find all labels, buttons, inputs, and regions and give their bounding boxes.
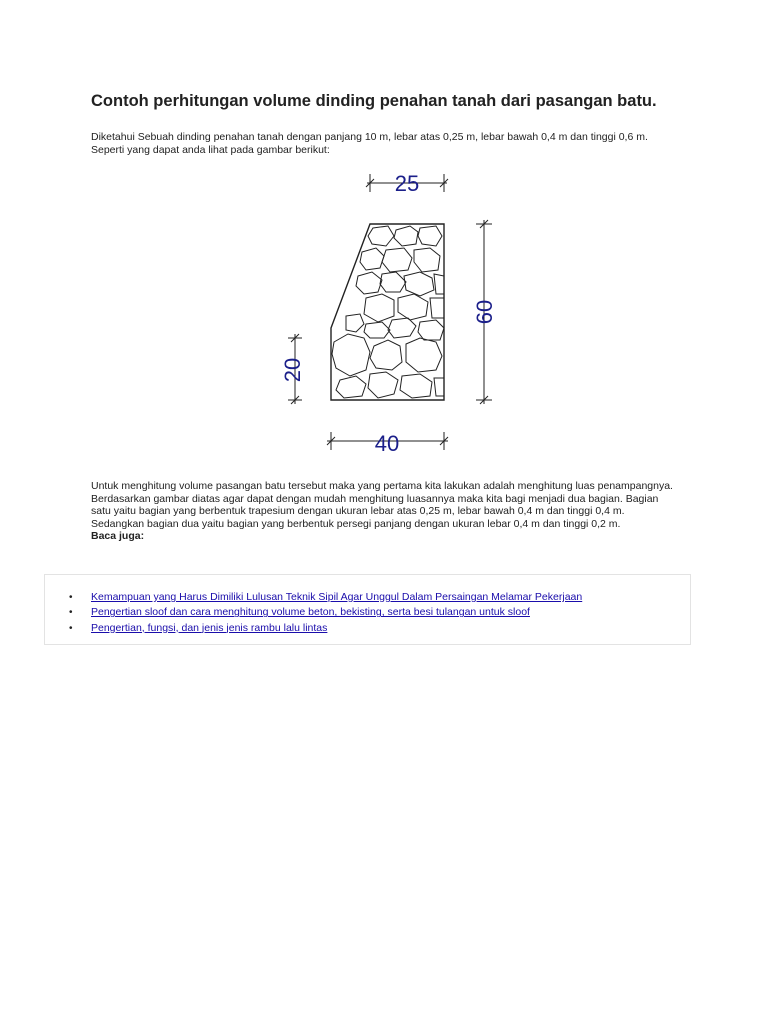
list-item (69, 590, 582, 605)
list-item (69, 605, 582, 620)
bullet-icon: • (69, 607, 73, 619)
stone-pattern (332, 226, 444, 398)
dim-right-label: 60 (472, 299, 497, 325)
intro-line-2: Seperti yang dapat anda lihat pada gambar berikut: (91, 143, 330, 156)
intro-line-1: Diketahui Sebuah dinding penahan tanah dengan panjang 10 m, lebar atas 0,25 m, lebar bawah 0,4 m dan tinggi 0,6 m. (91, 131, 648, 143)
dim-top-label: 25 (394, 171, 420, 196)
related-links-list (69, 590, 582, 636)
paragraph-2: Berdasarkan gambar diatas agar dapat dengan mudah menghitung luasannya maka kita bagi menjadi dua bagian. Bagian satu yaitu bagian yang berbentuk trapesium dengan ukuran lebar atas 0,25 m, lebar bawah 0,4 m dan tinggi 0,4 m. (91, 492, 659, 517)
related-link-1[interactable]: Kemampuan yang Harus Dimiliki Lulusan Teknik Sipil Agar Unggul Dalam Persaingan Melamar Pekerjaan (91, 591, 583, 603)
paragraph-1: Untuk menghitung volume pasangan batu tersebut maka yang pertama kita lakukan adalah menghitung luas penampangnya. (91, 480, 673, 492)
paragraph-3: Sedangkan bagian dua yaitu bagian yang berbentuk persegi panjang dengan ukuran lebar 0,4 m dan tinggi 0,2 m. (91, 517, 621, 530)
dim-bottom-label: 40 (374, 431, 400, 456)
bullet-icon: • (69, 592, 73, 603)
article-title: Contoh perhitungan volume dinding penahan tanah dari pasangan batu. (91, 92, 657, 110)
retaining-wall-figure (270, 166, 510, 456)
bullet-icon: • (69, 622, 73, 634)
dim-left-label: 20 (280, 357, 305, 383)
related-links-box (44, 574, 691, 645)
intro-paragraph (91, 131, 691, 156)
related-link-3[interactable]: Pengertian, fungsi, dan jenis jenis rambu lalu lintas (91, 621, 328, 634)
related-link-2[interactable]: Pengertian sloof dan cara menghitung volume beton, bekisting, serta besi tulangan untuk sloof (91, 606, 530, 619)
baca-juga-label: Baca juga: (91, 530, 145, 542)
list-item (69, 621, 582, 636)
explanation-text (91, 480, 681, 543)
